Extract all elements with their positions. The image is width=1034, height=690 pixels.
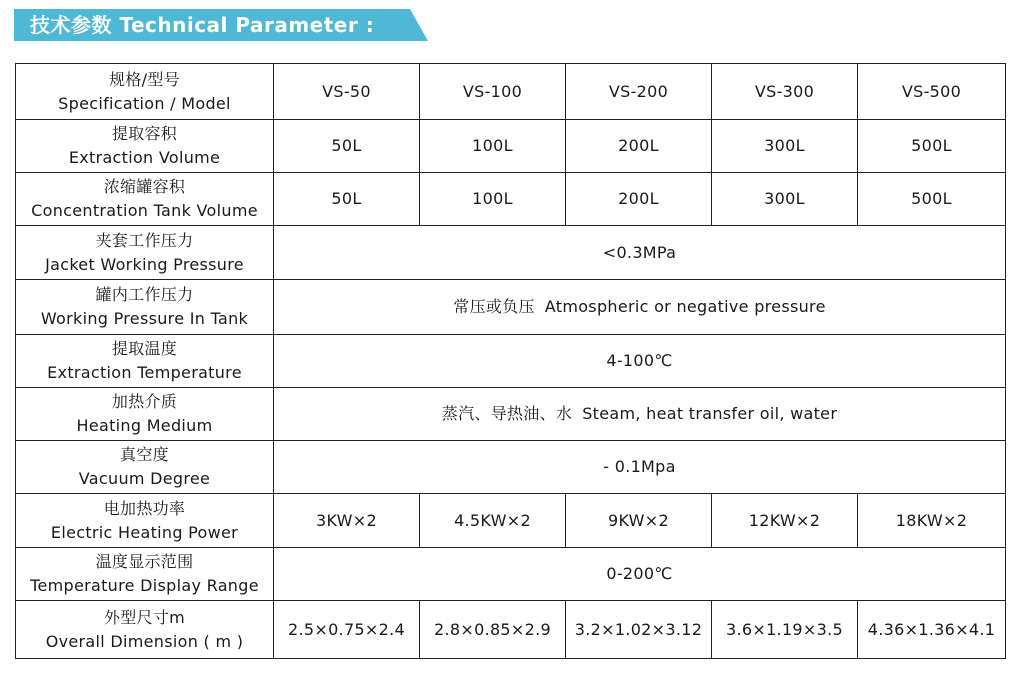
param-name-cell [16,335,274,388]
param-name-cell [16,64,274,120]
value-cell: 50L [274,173,420,226]
value-en: Steam, heat transfer oil, water [582,404,838,423]
value-cell: 3.6×1.19×3.5 [712,601,858,659]
table-row-extraction-volume [16,120,1006,173]
value-cell: 3KW×2 [274,494,420,548]
merged-value-cell: <0.3MPa [274,226,1006,280]
value-cell: 2.8×0.85×2.9 [420,601,566,659]
value-cell: 200L [566,120,712,173]
value-cell: 2.5×0.75×2.4 [274,601,420,659]
value-en: Atmospheric or negative pressure [544,297,826,316]
param-name-cn: 浓缩罐容积 [103,177,186,196]
param-name-cn: 真空度 [120,445,169,464]
param-name-en: Specification / Model [58,93,231,113]
value-cell: 300L [712,120,858,173]
table-row-extraction-temperature [16,335,1006,388]
value-cell: VS-50 [274,64,420,120]
value-cell: 12KW×2 [712,494,858,548]
table-row-working-pressure-in-tank [16,280,1006,335]
param-name-cell [16,548,274,601]
merged-value-cell [274,388,1006,441]
table-row-electric-heating-power [16,494,1006,548]
param-name-cell [16,494,274,548]
value-cell: 100L [420,120,566,173]
param-name-en: Working Pressure In Tank [40,309,249,328]
param-name-cn: 电加热功率 [103,498,186,518]
param-name-cn: 外型尺寸m [103,607,186,627]
value-cell: 200L [566,173,712,226]
param-name-cell [16,173,274,226]
value-cell: 50L [274,120,420,173]
param-name-en: Extraction Temperature [47,363,242,382]
param-name-cell [16,226,274,280]
value-cell: VS-300 [712,64,858,120]
table-row-vacuum-degree [16,441,1006,494]
merged-value-cell: - 0.1Mpa [274,441,1006,494]
param-name-cell [16,441,274,494]
table-row-overall-dimension [16,601,1006,659]
value-cell: VS-100 [420,64,566,120]
merged-value-cell: 0-200℃ [274,548,1006,601]
merged-value-cell: 4-100℃ [274,335,1006,388]
value-cell: 3.2×1.02×3.12 [566,601,712,659]
table-row-temperature-display-range [16,548,1006,601]
value-cn: 常压或负压 [453,297,535,316]
param-name-en: Heating Medium [76,416,213,435]
param-name-cell [16,280,274,335]
value-cell: 500L [858,120,1006,173]
param-name-cell [16,388,274,441]
param-name-en: Extraction Volume [68,148,221,167]
value-cell: VS-500 [858,64,1006,120]
value-cell: 100L [420,173,566,226]
param-name-en: Concentration Tank Volume [31,201,258,220]
param-name-cn: 加热介质 [111,392,178,411]
param-name-cn: 夹套工作压力 [95,230,194,250]
table-row-specification [16,64,1006,120]
param-name-en: Electric Heating Power [50,522,239,542]
technical-parameter-table [15,63,1006,659]
value-cell: 300L [712,173,858,226]
param-name-cn: 规格/型号 [109,69,180,89]
table-row-jacket-working-pressure [16,226,1006,280]
param-name-en: Jacket Working Pressure [45,254,244,274]
value-cell: 4.5KW×2 [420,494,566,548]
param-name-cn: 温度显示范围 [95,552,194,571]
section-title: 技术参数 Technical Parameter : [30,13,375,37]
param-name-cn: 提取容积 [111,124,178,143]
value-cell: 4.36×1.36×4.1 [858,601,1006,659]
merged-value-cell [274,280,1006,335]
param-name-en: Temperature Display Range [30,576,259,595]
param-name-en: Overall Dimension ( m ) [45,631,244,651]
value-cell: 500L [858,173,1006,226]
section-header [14,9,428,41]
table-row-heating-medium [16,388,1006,441]
param-name-cn: 罐内工作压力 [95,285,194,304]
table-row-concentration-tank-volume [16,173,1006,226]
param-name-cell [16,601,274,659]
value-cell: 9KW×2 [566,494,712,548]
param-name-cn: 提取温度 [111,339,178,358]
param-name-cell [16,120,274,173]
value-cell: 18KW×2 [858,494,1006,548]
param-name-en: Vacuum Degree [78,469,211,488]
value-cn: 蒸汽、导热油、水 [441,404,573,423]
value-cell: VS-200 [566,64,712,120]
